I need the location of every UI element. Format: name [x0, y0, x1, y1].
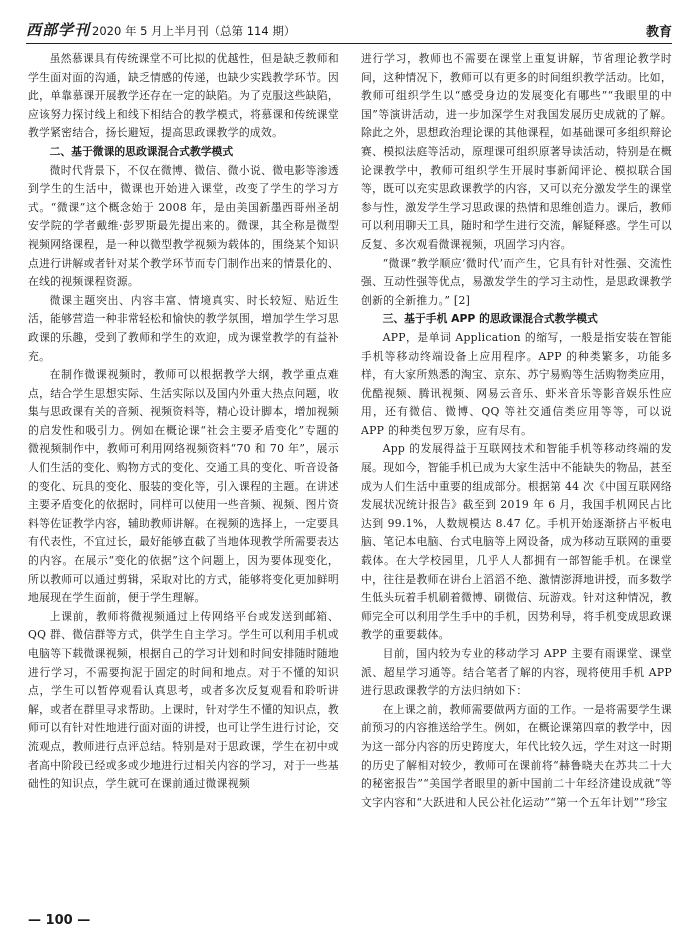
paragraph: 在上课之前，教师需要做两方面的工作。一是将需要学生课前预习的内容推送给学生。例如，在概论课第四章的教学中，因为这一部分内容的历史跨度大，年代比较久远，学生对这一时期的历史了解相对较少，教师可在课前将“赫鲁晓夫在苏共二十大的秘密报告”“美国学者眼里的新中国前二十年经济建设成就”等文字内容和“大跃进和人民公社化运动”“第一个五年计划”“珍宝: [361, 702, 672, 809]
paragraph: 虽然慕课具有传统课堂不可比拟的优越性，但是缺乏教师和学生面对面的沟通，缺乏情感的传递，也缺少实践教学环节。因此，单靠慕课开展教学还存在一定的缺陷。为了克服这些缺陷，应该努力探讨线上和线下相结合的教学模式，将慕课和传统课堂教学紧密结合，扬长避短，提高思政课教学的成效。: [28, 52, 339, 140]
page-number: — 100 —: [28, 913, 91, 928]
page-header: [26, 18, 672, 44]
section-heading: 二、基于微课的思政课混合式教学模式: [49, 144, 234, 158]
paragraph: 上课前，教师将微视频通过上传网络平台或发送到邮箱、QQ 群、微信群等方式，供学生自主学习。学生可以利用手机或电脑等下载微课视频，根据自己的学习计划和时间安排随时随地进行学习，不需要拘泥于固定的时间和地点。对于不懂的知识点，学生可以暂停观看认真思考，或者多次反复观看和聆听讲解，或者在群里寻求帮助。上课时，针对学生不懂的知识点，教师可以有针对性地进行面对面的讲授，也可让学生进行讨论，交流观点，教师进行点评总结。特别是对于思政课，学生在初中或者高中阶段已经或多或少地进行过相关内容的学习，对于一些基础性的知识点，学生就可在课前通过微课视频: [28, 609, 339, 791]
section-label: 教育: [645, 25, 672, 40]
paragraph: 目前，国内较为专业的移动学习 APP 主要有雨课堂、课堂派、超星学习通等。结合笔者了解的内容，现将使用手机 APP 进行思政课教学的方法归纳如下：: [361, 647, 672, 698]
paragraph: 在制作微课视频时，教师可以根据教学大纲，教学重点难点，结合学生思想实际、生活实际以及国内外重大热点问题，收集与思政课有关的音频、视频资料等，精心设计脚本，增加视频的启发性和吸引力。例如在概论课“社会主要矛盾变化”专题的微视频制作中，教师可利用网络视频资料“70 和 70 年”，展示人们生活的变化、购物方式的变化、交通工具的变化、听音设备的变化、玩具的变化、服装的变化等，引入课程的主题。在讲述主要矛盾变化的依据时，同样可以使用一些音频、视频、图片资料等佐证教学内容，辅助教师讲解。在视频的选择上，一定要具有代表性，不宜过长，最好能够直截了当地体现教学所需要表达的内容。在展示“变化的依据”这个问题上，因为要体现变化，所以教师可以通过剪辑，采取对比的方式，能够将变化更加鲜明地展现在学生面前，便于学生理解。: [28, 368, 339, 605]
left-column: [28, 50, 339, 898]
paragraph: App 的发展得益于互联网技术和智能手机等移动终端的发展。现如今，智能手机已成为大家生活中不能缺失的物品，甚至成为人们生活中重要的组成部分。根据第 44 次《中国互联网络发展状况统计报告》截至到 2019 年 6 月，我国手机网民占比达到 99.1%，人数规模达 8.47 亿。手机开始逐渐挤占平板电脑、笔记本电脑、台式电脑等上网设备，成为移动互联网的重要载体。在大学校园里，几乎人人都拥有一部智能手机。在课堂中，往往是教师在讲台上滔滔不绝、激情澎湃地讲授，而多数学生低头玩着手机刷着微博、刷微信、玩游戏。针对这种情况，教师完全可以利用学生手中的手机，因势利导，将手机变成思政课教学的重要载体。: [361, 442, 672, 642]
article-body: [28, 50, 672, 898]
issue-info: 2020 年 5 月上半月刊（总第 114 期）: [92, 24, 296, 38]
section-heading: 三、基于手机 APP 的思政课混合式教学模式: [382, 312, 598, 326]
paragraph: 微时代背景下，不仅在微博、微信、微小说、微电影等渗透到学生的生活中，微课也开始进入课堂，改变了学生的学习方式。“微课”这个概念始于 2008 年，是由美国新墨西哥州圣胡安学院的学者戴维·彭罗斯最先提出来的。微课，其全称是微型视频网络课程，是一种以微型教学视频为载体的，围绕某个知识点进行讲解或者针对某个教学环节而专门制作出来的情景化的、在线的视频课程资源。: [28, 163, 339, 289]
paragraph: “微课”教学顺应‘微时代’而产生，它具有针对性强、交流性强、互动性强等优点，易激发学生的学习主动性，是思政课教学创新的全新推力。” [2]: [361, 256, 672, 307]
paragraph: 进行学习，教师也不需要在课堂上重复讲解，节省理论教学时间，这种情况下，教师可以有更多的时间组织教学活动。比如，教师可组织学生以“感受身边的发展变化有哪些”“我眼里的中国”等演讲活动，进一步加深学生对我国发展历史成就的了解。除此之外，思想政治理论课的其他课程，如基础课可多组织辩论赛、模拟法庭等活动，原理课可组织原著导读活动，特别是在概论课教学中，教师可组织学生开展时事新闻评论、模拟联合国等，既可以充实思政课教学的内容，又可以充分激发学生的课堂参与性，激发学生学习思政课的热情和思维创造力。课后，教师可以利用聊天工具，随时和学生进行交流，解疑释惑。学生可以反复、多次观看微课视频，巩固学习内容。: [361, 52, 672, 251]
journal-logo: 西部学刊: [26, 21, 91, 39]
journal-brand: [26, 19, 295, 40]
paragraph: 微课主题突出、内容丰富、情境真实、时长较短、贴近生活，能够营造一种非常轻松和愉快的教学氛围，增加学生学习思政课的乐趣，受到了教师和学生的欢迎，成为课堂教学的有益补充。: [28, 293, 339, 363]
right-column: [361, 50, 672, 898]
paragraph: APP，是单词 Application 的缩写，一般是指安装在智能手机等移动终端设备上应用程序。APP 的种类繁多，功能多样，有大家所熟悉的淘宝、京东、苏宁易购等生活购物类应用，优酷视频、腾讯视频、网易云音乐、虾米音乐等影音娱乐性应用，还有微信、微博、QQ 等社交通信类应用等等，可以说 APP 的种类包罗万象，应有尽有。: [361, 330, 672, 437]
